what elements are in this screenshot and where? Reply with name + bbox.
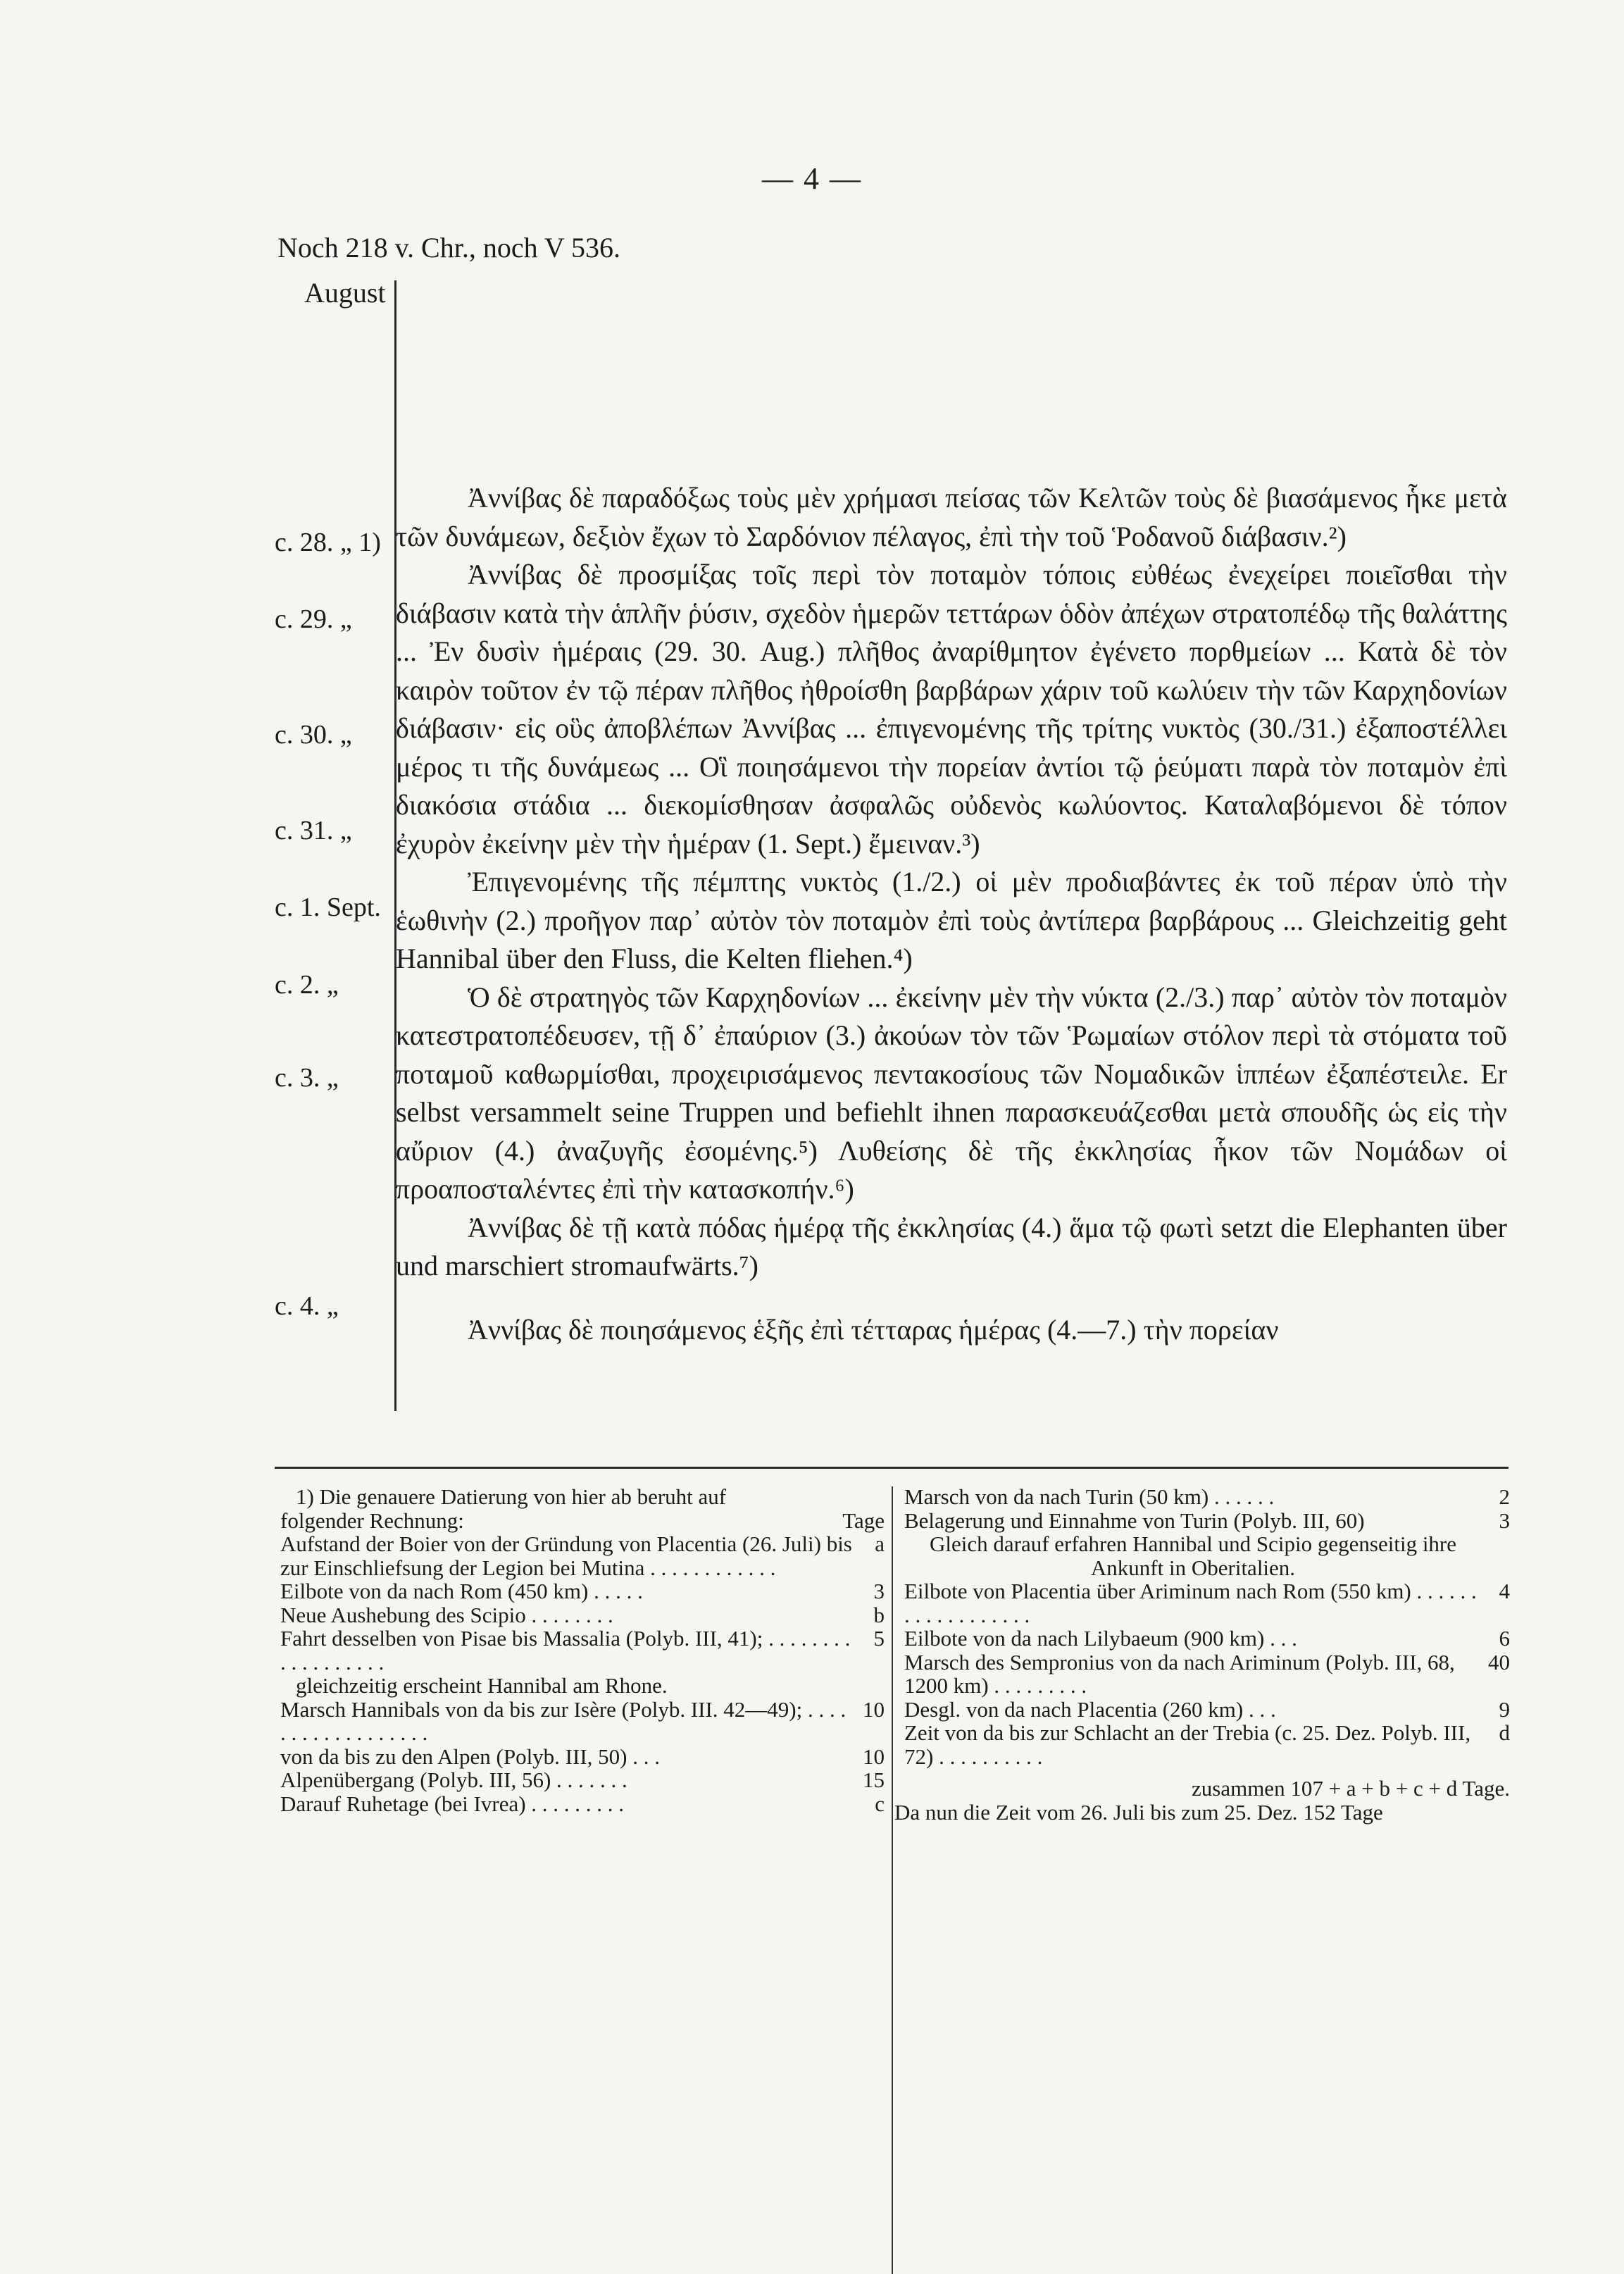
footnote-row-value: a <box>875 1531 885 1556</box>
paragraph: Ὁ δὲ στρατηγὸς τῶν Καρχηδονίων ... ἐκείνην μὲν τὴν νύκτα (2./3.) παρ᾽ αὐτὸν τὸν ποταμὸν κατεστρατοπέδευσεν, τῇ δ᾽ ἐπαύριον (3.) ἀκούων τὸν τῶν Ῥωμαίων στόλον περὶ τὰ στόματα τοῦ ποταμοῦ καθωρμίσθαι, προχειρισάμενος πεντακοσίους τῶν Νομαδικῶν ἱππέων ἐξαπέστειλε. Er selbst versammelt seine Truppen und befiehlt ihnen παρασκευάζεσθαι μετὰ σπουδῆς ὡς εἰς τὴν αὔριον (4.) ἀναζυγῆς ἐσομένης.⁵) Λυθείσης δὲ τῆς ἐκκλησίας ἧκον τῶν Νομάδων οἱ προαποσταλέντες ἐπὶ τὴν κατασκοπήν.⁶) <box>396 981 1507 1205</box>
footnote-row-text: Fahrt desselben von Pisae bis Massalia (Polyb. III, 41); . . . . . . . . . . . . . . . . . . <box>280 1626 851 1675</box>
footnote-row-value: 9 <box>1499 1696 1510 1722</box>
footnote-rule <box>275 1467 1509 1469</box>
footnote-row-text: Aufstand der Boier von der Gründung von Placentia (26. Juli) bis zur Einschliefsung der Legion bei Mutina . . . . . . . . . . . . <box>280 1531 852 1580</box>
footnote-row <box>280 1745 885 1769</box>
margin-date: c. 28. „ 1) <box>275 528 381 557</box>
footnote-row <box>904 1532 1510 1579</box>
margin-date: c. 4. „ <box>275 1291 339 1321</box>
footnote-row-text: Marsch von da nach Turin (50 km) . . . . . . <box>904 1484 1275 1509</box>
footnote-closing: Da nun die Zeit vom 26. Juli bis zum 25. Dez. 152 Tage <box>894 1799 1383 1825</box>
footnote-row-value: c <box>875 1791 885 1816</box>
main-text <box>396 479 1507 1349</box>
month-label: August <box>304 277 386 309</box>
footnote-row-value: 15 <box>863 1767 885 1792</box>
footnote-row <box>904 1698 1510 1722</box>
footnote-row-value: 4 <box>1499 1579 1510 1603</box>
footnote-row-text: von da bis zu den Alpen (Polyb. III, 50) . . . <box>280 1744 660 1769</box>
footnote-row <box>280 1509 885 1533</box>
margin-date: c. 1. Sept. <box>275 893 381 922</box>
footnote-left-column <box>280 1485 885 1815</box>
footnote-row-text: gleichzeitig erscheint Hannibal am Rhone. <box>296 1673 668 1698</box>
footnote-row <box>280 1674 885 1698</box>
footnote-row <box>904 1485 1510 1509</box>
margin-date: c. 2. „ <box>275 970 339 1000</box>
footnote-row-value: 40 <box>1488 1649 1510 1675</box>
footnote-row <box>904 1579 1510 1627</box>
footnote-row <box>904 1627 1510 1651</box>
footnote-row-text: Alpenübergang (Polyb. III, 56) . . . . . . . <box>280 1767 627 1792</box>
paragraph: Ἀννίβας δὲ παραδόξως τοὺς μὲν χρήμασι πείσας τῶν Κελτῶν τοὺς δὲ βιασάμενος ἧκε μετὰ τῶν δυνάμεων, δεξιὸν ἔχων τὸ Σαρδόνιον πέλαγος, ἐπὶ τὴν τοῦ Ῥοδανοῦ διάβασιν.²) <box>396 482 1507 552</box>
footnote-row <box>280 1579 885 1603</box>
footnote-row-value: 10 <box>863 1744 885 1769</box>
paragraph: Ἀννίβας δὲ τῇ κατὰ πόδας ἡμέρᾳ τῆς ἐκκλησίας (4.) ἅμα τῷ φωτὶ setzt die Elephanten über und marschiert stromaufwärts.⁷) <box>396 1211 1507 1281</box>
footnote-row <box>280 1532 885 1579</box>
footnote-row-text: Zeit von da bis zur Schlacht an der Trebia (c. 25. Dez. Polyb. III, 72) . . . . . . . . . . <box>904 1720 1471 1769</box>
margin-date: c. 29. „ <box>275 604 352 634</box>
footnote-row <box>904 1721 1510 1768</box>
footnote-total: zusammen 107 + a + b + c + d Tage. <box>1192 1776 1510 1801</box>
footnote-row-value: 2 <box>1499 1484 1510 1509</box>
footnote-row-text: Gleich darauf erfahren Hannibal und Scipio gegenseitig ihre Ankunft in Oberitalien. <box>929 1531 1457 1580</box>
footnote-row-text: Eilbote von Placentia über Ariminum nach Rom (550 km) . . . . . . . . . . . . . . . . . . <box>904 1579 1477 1627</box>
margin-date: c. 31. „ <box>275 816 352 845</box>
footnote-row <box>280 1603 885 1627</box>
footnote-row-value: 10 <box>863 1696 885 1722</box>
footnote-row-value: 6 <box>1499 1626 1510 1651</box>
footnote-row-text: Belagerung und Einnahme von Turin (Polyb. III, 60) <box>904 1508 1365 1533</box>
footnote-row-text: Darauf Ruhetage (bei Ivrea) . . . . . . . . . <box>280 1791 625 1816</box>
footnote-row-text: Eilbote von da nach Rom (450 km) . . . . . <box>280 1579 643 1603</box>
footnote-column-divider <box>892 1486 893 2274</box>
footnote-row <box>904 1509 1510 1533</box>
footnote-row-value: 3 <box>873 1579 885 1603</box>
footnote-row-value: 5 <box>873 1626 885 1651</box>
tage-label: Tage <box>842 1508 885 1533</box>
footnote-right-column <box>894 1484 1510 1825</box>
footnote-row-value: d <box>1499 1720 1510 1745</box>
footnote-row <box>904 1651 1510 1698</box>
footnote-row-text: Eilbote von da nach Lilybaeum (900 km) . . . <box>904 1626 1297 1651</box>
margin-date: c. 3. „ <box>275 1063 339 1093</box>
paragraph: Ἀννίβας δὲ προσμίξας τοῖς περὶ τὸν ποταμὸν τόποις εὐθέως ἐνεχείρει ποιεῖσθαι τὴν διάβασιν κατὰ τὴν ἁπλῆν ῥύσιν, σχεδὸν ἡμερῶν τεττάρων ὁδὸν ἀπέχων στρατοπέδῳ τῆς θαλάττης ... Ἐν δυσὶν ἡμέραις (29. 30. Aug.) πλῆθος ἀναρίθμητον ἐγένετο πορθμείων ... Κατὰ δὲ τὸν καιρὸν τοῦτον ἐν τῷ πέραν πλῆθος ἠθροίσθη βαρβάρων χάριν τοῦ κωλύειν τὴν τῶν Καρχηδονίων διάβασιν· εἰς οὓς ἀποβλέπων Ἀννίβας ... ἐπιγενομένης τῆς τρίτης νυκτὸς (30./31.) ἐξαποστέλλει μέρος τι τῆς δυνάμεως ... Οἳ ποιησάμενοι τὴν πορείαν ἀντίοι τῷ ῥεύματι παρὰ τὸν ποταμὸν ἐπὶ διακόσια στάδια ... διεκομίσθησαν ἀσφαλῶς οὐδενὸς κωλύοντος. Καταλαβόμενοι δὲ τόπον ἐχυρὸν ἐκείνην μὲν τὴν ἡμέραν (1. Sept.) ἔμειναν.³) <box>396 559 1507 859</box>
footnote-intro: 1) Die genauere Datierung von hier ab beruht auf <box>296 1484 727 1509</box>
paragraph: Ἀννίβας δὲ ποιησάμενος ἑξῆς ἐπὶ τέτταρας ἡμέρας (4.—7.) τὴν πορείαν <box>468 1313 1279 1346</box>
footnote-row <box>280 1768 885 1792</box>
footnote-row-text: Marsch des Sempronius von da nach Ariminum (Polyb. III, 68, 1200 km) . . . . . . . . . <box>904 1649 1455 1698</box>
footnote-row <box>280 1792 885 1816</box>
footnote-intro: folgender Rechnung: <box>280 1508 464 1533</box>
footnote-row-value: b <box>873 1602 885 1627</box>
footnote-row-text: Desgl. von da nach Placentia (260 km) . . . <box>904 1696 1276 1722</box>
footnote-row-value: 3 <box>1499 1508 1510 1533</box>
margin-date: c. 30. „ <box>275 720 352 750</box>
footnote-row <box>280 1698 885 1745</box>
paragraph: Ἐπιγενομένης τῆς πέμπτης νυκτὸς (1./2.) οἱ μὲν προδιαβάντες ἐκ τοῦ πέραν ὑπὸ τὴν ἑωθινὴν (2.) προῆγον παρ᾽ αὐτὸν τὸν ποταμὸν ἐπὶ τοὺς ἀντίπερα βαρβάρους ... Gleichzeitig geht Hannibal über den Fluss, die Kelten fliehen.⁴) <box>396 866 1507 974</box>
footnote-row-text: Neue Aushebung des Scipio . . . . . . . . <box>280 1602 613 1627</box>
footnote-row <box>280 1627 885 1674</box>
footnote-row-text: Marsch Hannibals von da bis zur Isère (Polyb. III. 42—49); . . . . . . . . . . . . . . . . . . <box>280 1696 847 1745</box>
chronology-header: Noch 218 v. Chr., noch V 536. <box>277 232 621 263</box>
page-number: — 4 — <box>762 161 862 196</box>
